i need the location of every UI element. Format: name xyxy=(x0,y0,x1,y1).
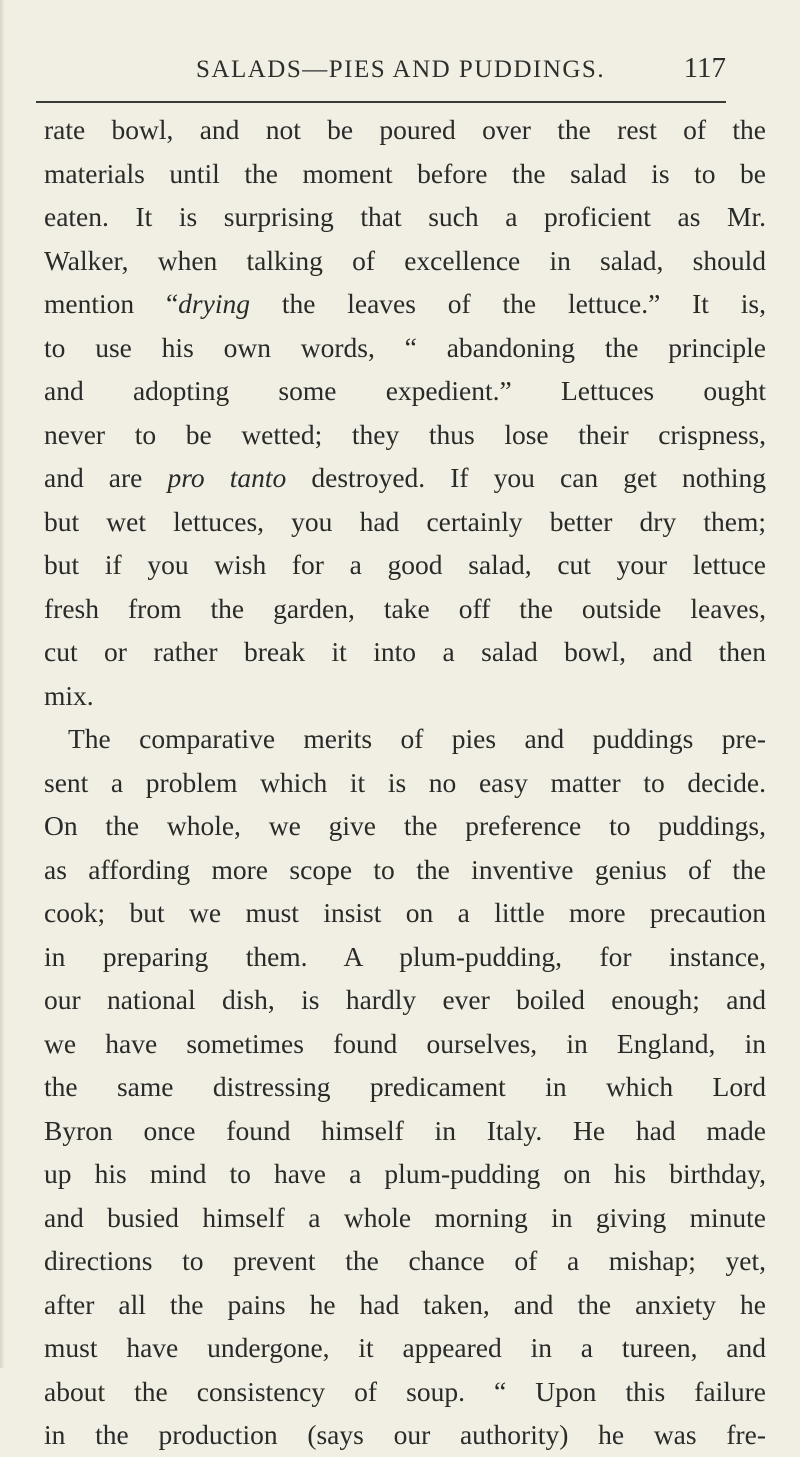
text-line xyxy=(44,282,766,326)
page-number: 117 xyxy=(683,52,726,84)
page-gutter-edge xyxy=(0,0,4,1368)
text-line: about the consistency of soup. “ Upon this failure xyxy=(44,1375,766,1407)
text-line: up his mind to have a plum-pudding on his birthday, xyxy=(44,1158,766,1189)
text-line: rate bowl, and not be poured over the rest of the xyxy=(44,114,766,145)
text-segment: destroyed. If you can get nothing xyxy=(286,462,766,493)
body-text xyxy=(44,108,766,1457)
text-line: in preparing them. A plum-pudding, for instance, xyxy=(44,940,766,972)
text-line: but if you wish for a good salad, cut your lettuce xyxy=(44,549,766,580)
text-line: in the production (says our authority) he was fre- xyxy=(44,1419,766,1450)
text-line: never to be wetted; they thus lose their crispness, xyxy=(44,418,766,450)
text-line: cut or rather break it into a salad bowl, and then xyxy=(44,636,766,667)
text-line: Walker, when talking of excellence in salad, should xyxy=(44,244,766,276)
running-title: SALADS—PIES AND PUDDINGS. xyxy=(196,56,606,83)
text-line: mix. xyxy=(44,679,94,711)
text-line: but wet lettuces, you had certainly better dry them; xyxy=(44,505,766,537)
text-line: our national dish, is hardly ever boiled enough; and xyxy=(44,984,766,1015)
text-segment: the leaves of the lettuce.” It is, xyxy=(249,288,766,319)
text-line: as affording more scope to the inventive genius of the xyxy=(44,853,766,885)
page-header xyxy=(196,52,726,92)
italic-text: pro tanto xyxy=(167,462,287,493)
text-line: after all the pains he had taken, and the anxiety he xyxy=(44,1288,766,1320)
text-line: and busied himself a whole morning in giving minute xyxy=(44,1201,766,1233)
text-line: sent a problem which it is no easy matter to decide. xyxy=(44,766,766,798)
text-segment: and are xyxy=(44,462,168,493)
text-line: Byron once found himself in Italy. He had made xyxy=(44,1114,766,1146)
text-line: materials until the moment before the salad is to be xyxy=(44,157,766,189)
header-rule xyxy=(36,101,726,103)
text-line: we have sometimes found ourselves, in England, in xyxy=(44,1027,766,1059)
text-line: must have undergone, it appeared in a tureen, and xyxy=(44,1332,766,1363)
text-line xyxy=(44,456,766,500)
text-line: The comparative merits of pies and puddings pre- xyxy=(68,723,766,754)
text-line: cook; but we must insist on a little more precaution xyxy=(44,897,766,928)
text-line: the same distressing predicament in which Lord xyxy=(44,1071,766,1102)
italic-text: drying xyxy=(178,288,250,319)
text-line: fresh from the garden, take off the outside leaves, xyxy=(44,592,766,624)
text-line: and adopting some expedient.” Lettuces ought xyxy=(44,375,766,406)
text-segment: mention “ xyxy=(44,288,179,319)
text-line: directions to prevent the chance of a mishap; yet, xyxy=(44,1245,766,1276)
text-line: to use his own words, “ abandoning the principle xyxy=(44,331,766,363)
text-line: On the whole, we give the preference to puddings, xyxy=(44,810,766,841)
text-line: eaten. It is surprising that such a proficient as Mr. xyxy=(44,201,766,232)
